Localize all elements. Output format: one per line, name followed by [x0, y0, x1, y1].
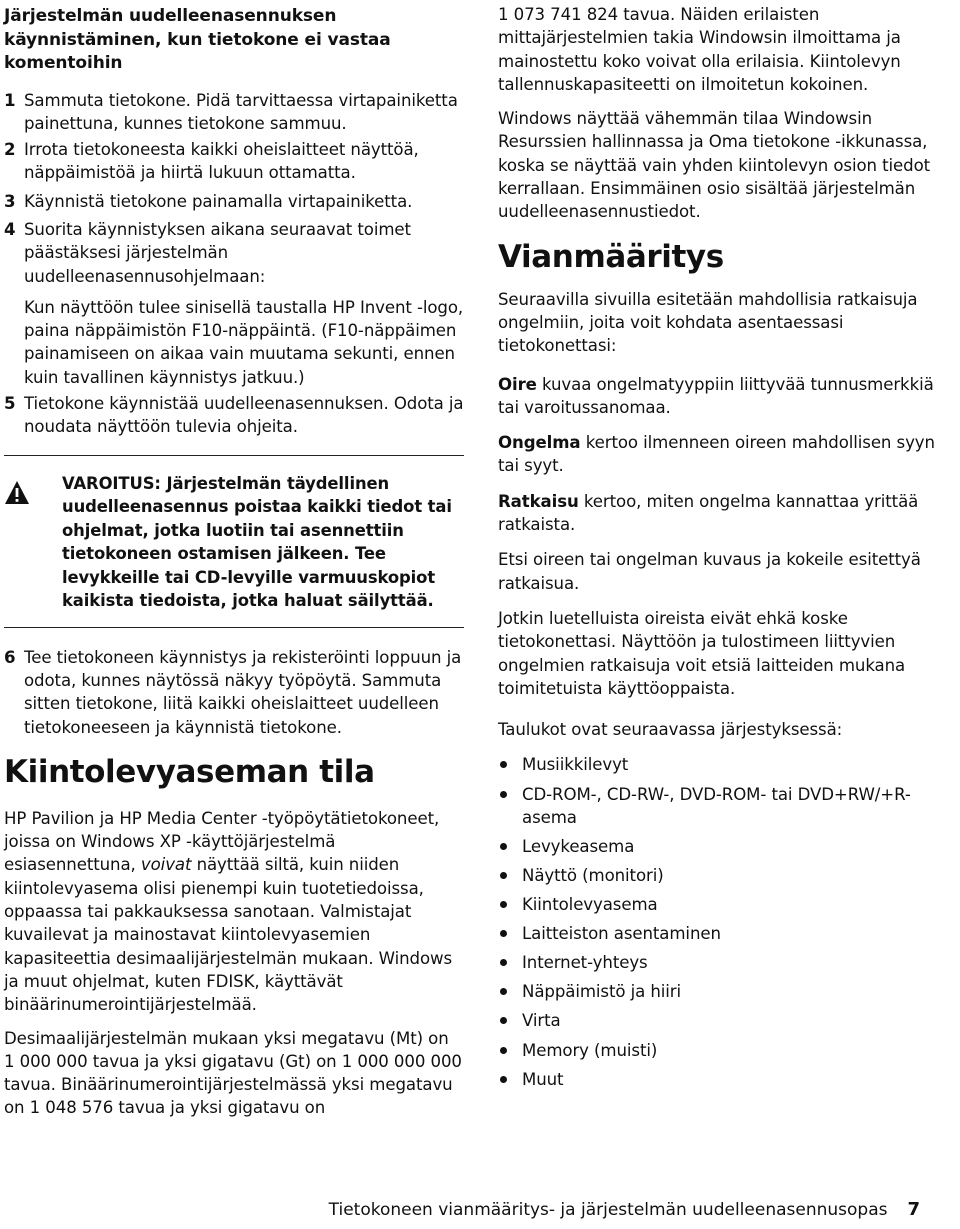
- step-text: Sammuta tietokone. Pidä tarvittaessa virtapainiketta painettuna, kunnes tietokone sammuu.: [24, 90, 458, 133]
- step-number: 1: [4, 90, 16, 110]
- list-item: [498, 783, 948, 830]
- step-4: [4, 218, 464, 389]
- list-item: [498, 1068, 948, 1091]
- emphasis-text: voivat: [140, 855, 192, 875]
- list-item: [498, 1039, 948, 1062]
- paragraph-part: HP Pavilion ja HP Media Center -työpöytätietokoneet, joissa on Windows XP -käyttöjärjestelmä esiasennettuna,: [4, 808, 440, 875]
- list-item: [498, 893, 948, 916]
- paragraph-decimal: Desimaalijärjestelmän mukaan yksi megatavu (Mt) on 1 000 000 tavua ja yksi gigatavu (Gt) on 1 000 000 000 tavua. Binäärinumerointijärjestelmässä yksi megatavu on 1 048 576 tavua ja yksi gigatavu on: [4, 1028, 462, 1118]
- warning-text: VAROITUS: Järjestelmän täydellinen uudelleenasennus poistaa kaikki tiedot tai ohjelmat, jotka luotiin tai asennettiin tietokoneen ostamisen jälkeen. Tee levykkeille tai CD-levyille varmuuskopiot kaikista tiedoista, jotka haluat säilyttää.: [62, 473, 452, 611]
- step-text: Tee tietokoneen käynnistys ja rekisteröinti loppuun ja odota, kunnes näytössä näkyy työpöytä. Sammuta sitten tietokone, liitä kaikki oheislaitteet uudelleen tietokoneeseen ja käynnistä tietokone.: [24, 647, 462, 737]
- step-number: 4: [4, 219, 16, 239]
- step-6: [4, 646, 464, 739]
- step-number: 3: [4, 191, 16, 211]
- term: Ongelma: [498, 433, 581, 453]
- heading-disk-status: Kiintolevyaseman tila: [4, 753, 375, 790]
- steps-list: [4, 89, 464, 439]
- list-item: [498, 922, 948, 945]
- step-3: [4, 190, 464, 213]
- bullet-icon: [500, 930, 507, 937]
- paragraph-continued: 1 073 741 824 tavua. Näiden erilaisten mittajärjestelmien takia Windowsin ilmoittama ja mainostettu koko voivat olla erilaisia. Kiintolevyn tallennuskapasiteetti on ilmoitetun kokoinen.: [498, 5, 901, 94]
- list-item-label: Virta: [522, 1011, 561, 1031]
- tables-list: [498, 753, 948, 1091]
- bullet-icon: [500, 761, 507, 768]
- step-2: [4, 138, 464, 185]
- bullet-icon: [500, 1047, 507, 1054]
- list-item-label: Memory (muisti): [522, 1040, 658, 1060]
- step-number: 2: [4, 140, 16, 160]
- term: Oire: [498, 374, 537, 394]
- bullet-icon: [500, 791, 507, 798]
- list-item-label: Näyttö (monitori): [522, 866, 664, 885]
- term: Ratkaisu: [498, 491, 579, 511]
- definition-solution: [498, 490, 948, 537]
- paragraph-disk-size: [4, 807, 464, 1017]
- warning-triangle-icon: [4, 480, 30, 506]
- bullet-icon: [500, 1076, 507, 1083]
- definition-problem: [498, 431, 948, 478]
- term-description: kertoo, miten ongelma kannattaa yrittää ratkaista.: [498, 491, 919, 535]
- list-item-label: Laitteiston asentaminen: [522, 924, 721, 944]
- list-item-label: Internet-yhteys: [522, 953, 648, 973]
- paragraph-windows: Windows näyttää vähemmän tilaa Windowsin Resurssien hallinnassa ja Oma tietokone -ikkunassa, koska se näyttää vain yhden kiintolevyn osion tiedot kerrallaan. Ensimmäinen osio sisältää järjestelmän uudelleenasennustiedot.: [498, 109, 931, 222]
- section-title: Järjestelmän uudelleenasennuksen käynnistäminen, kun tietokone ei vastaa komentoihin: [4, 6, 391, 73]
- list-item: [498, 1009, 948, 1032]
- bullet-icon: [500, 872, 507, 879]
- step-1: [4, 89, 464, 136]
- list-item-label: Muut: [522, 1069, 564, 1089]
- list-item-label: Levykeasema: [522, 836, 635, 856]
- list-item: [498, 864, 948, 887]
- list-item-label: Musiikkilevyt: [522, 755, 629, 775]
- bullet-icon: [500, 901, 507, 908]
- right-column: [498, 0, 948, 1097]
- paragraph-part: näyttää siltä, kuin niiden kiintolevyasema olisi pienempi kuin tuotetiedoissa, oppaassa tai pakkauksessa sanotaan. Valmistajat kuvailevat ja mainostavat kiintolevyasemien kapasiteettia desimaalijärjestelmän mukaan. Windows ja muut ohjelmat, kuten FDISK, käyttävät binäärinumerointijärjestelmää.: [4, 855, 453, 1015]
- list-item: [498, 951, 948, 974]
- term-description: kertoo ilmenneen oireen mahdollisen syyn tai syyt.: [498, 433, 935, 476]
- step-number: 6: [4, 647, 16, 667]
- warning-box: [4, 455, 464, 628]
- paragraph-tables-intro: Taulukot ovat seuraavassa järjestyksessä:: [498, 720, 843, 740]
- steps-list-continued: [4, 646, 464, 739]
- left-column: [4, 0, 464, 1120]
- step-text: Käynnistä tietokone painamalla virtapainiketta.: [24, 191, 413, 211]
- page-number: 7: [907, 1199, 920, 1220]
- heading-troubleshooting: Vianmääritys: [498, 238, 724, 275]
- page-footer: [329, 1199, 920, 1220]
- paragraph-search: Etsi oireen tai ongelman kuvaus ja kokeile esitettyä ratkaisua.: [498, 550, 921, 593]
- list-item: [498, 753, 948, 776]
- step-5: [4, 392, 464, 439]
- step-subtext: Kun näyttöön tulee sinisellä taustalla HP Invent -logo, paina näppäimistön F10-näppäintä. (F10-näppäimen painamiseen on aikaa vain muutama sekunti, ennen kuin tavallinen käynnistys jatkuu.): [24, 297, 464, 387]
- term-description: kuvaa ongelmatyyppiin liittyvää tunnusmerkkiä tai varoitussanomaa.: [498, 374, 934, 417]
- list-item-label: Näppäimistö ja hiiri: [522, 982, 682, 1002]
- bullet-icon: [500, 843, 507, 850]
- list-item: [498, 980, 948, 1003]
- step-text: Irrota tietokoneesta kaikki oheislaitteet näyttöä, näppäimistöä ja hiirtä lukuun ottamatta.: [24, 140, 419, 183]
- bullet-icon: [500, 1017, 507, 1024]
- bullet-icon: [500, 988, 507, 995]
- step-text: Suorita käynnistyksen aikana seuraavat toimet päästäksesi järjestelmän uudelleenasennusohjelmaan:: [24, 219, 411, 286]
- step-number: 5: [4, 394, 16, 414]
- list-item-label: CD-ROM-, CD-RW-, DVD-ROM- tai DVD+RW/+R-asema: [522, 784, 911, 827]
- paragraph-intro: Seuraavilla sivuilla esitetään mahdollisia ratkaisuja ongelmiin, joita voit kohdata asentaessasi tietokonettasi:: [498, 289, 918, 356]
- definition-symptom: [498, 373, 948, 420]
- step-text: Tietokone käynnistää uudelleenasennuksen. Odota ja noudata näyttöön tulevia ohjeita.: [24, 394, 464, 437]
- bullet-icon: [500, 959, 507, 966]
- list-item: [498, 835, 948, 858]
- list-item-label: Kiintolevyasema: [522, 895, 658, 915]
- footer-title: Tietokoneen vianmääritys- ja järjestelmän uudelleenasennusopas: [328, 1200, 888, 1220]
- paragraph-manuals: Jotkin luetelluista oireista eivät ehkä koske tietokonettasi. Näyttöön ja tulostimeen liittyvien ongelmien ratkaisuja voit etsiä laitteiden mukana toimitetuista käyttöoppaista.: [498, 608, 906, 698]
